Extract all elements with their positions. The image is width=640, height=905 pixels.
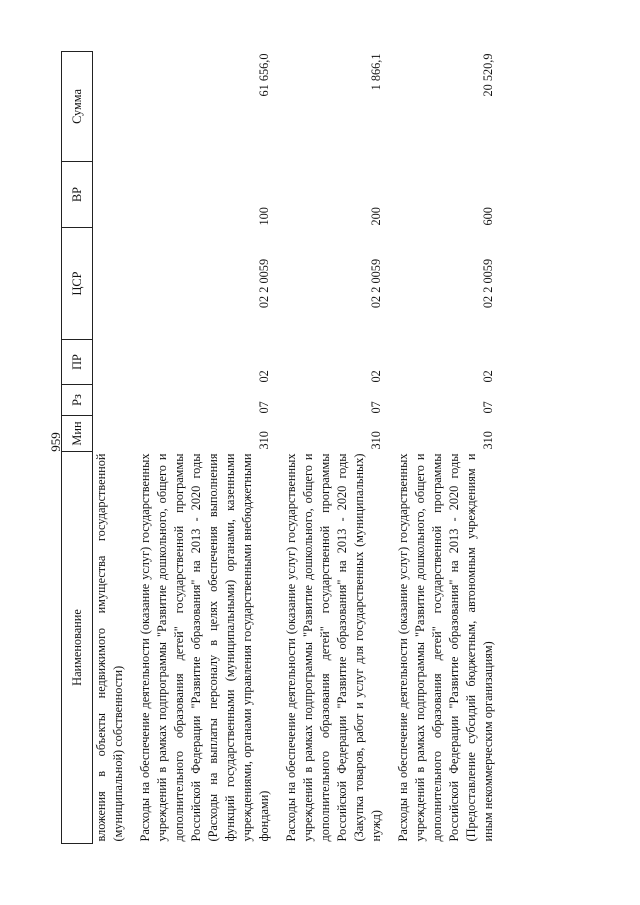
row-name: Расходы на обеспечение деятельности (оказание услуг) государственных учреждений в рамках подпрограммы "Развитие дошкольного, общего и дополнительного образования детей" государственной программы Российской Федерации "Развитие образования" на 2013 - 2020 годы (Предоставление субсидий бюджетным, автономным учреждениям и иным некоммерческим организациям)	[396, 453, 495, 842]
budget-table	[61, 51, 497, 844]
row-gap	[273, 52, 283, 844]
row-sum	[93, 52, 128, 162]
row-pr: 02	[257, 370, 271, 383]
row-name: вложения в объекты недвижимого имущества государственной (муниципальной) собственности)	[94, 453, 125, 842]
header-rz: Рз	[62, 385, 93, 416]
row-rz: 07	[369, 401, 383, 414]
header-vr: ВР	[62, 162, 93, 228]
row-min: 310	[257, 431, 271, 450]
row-min: 310	[481, 431, 495, 450]
row-min	[93, 416, 128, 452]
header-pr: ПР	[62, 340, 93, 385]
row-pr	[93, 340, 128, 385]
row-gap	[385, 52, 395, 844]
row-min: 310	[369, 431, 383, 450]
header-name: Наименование	[62, 452, 93, 844]
row-sum: 61 656,0	[257, 53, 271, 97]
row-rz: 07	[481, 401, 495, 414]
row-name: Расходы на обеспечение деятельности (оказание услуг) государственных учреждений в рамках подпрограммы "Развитие дошкольного, общего и дополнительного образования детей" государственной программы Российской Федерации "Развитие образования" на 2013 - 2020 годы (Расходы на выплаты персоналу в целях обеспечения выполнения функций государственными (муниципальными) органами, казенными учреждениями, органами управления государственными внебюджетными фондами)	[138, 453, 271, 842]
row-vr: 600	[481, 207, 495, 226]
page-number: 959	[48, 432, 63, 452]
row-pr: 02	[369, 370, 383, 383]
table-row	[283, 52, 385, 844]
table-row	[137, 52, 273, 844]
row-rz	[93, 385, 128, 416]
row-vr	[93, 162, 128, 228]
row-sum: 1 866,1	[369, 53, 383, 91]
row-csr	[93, 228, 128, 340]
rotated-page-content	[61, 52, 527, 844]
row-csr: 02 2 0059	[369, 258, 383, 309]
row-csr: 02 2 0059	[257, 258, 271, 309]
row-vr: 100	[257, 207, 271, 226]
table-row	[93, 52, 128, 844]
row-vr: 200	[369, 207, 383, 226]
row-pr: 02	[481, 370, 495, 383]
row-name: Расходы на обеспечение деятельности (оказание услуг) государственных учреждений в рамках подпрограммы "Развитие дошкольного, общего и дополнительного образования детей" государственной программы Российской Федерации "Развитие образования" на 2013 - 2020 годы (Закупка товаров, работ и услуг для государственных (муниципальных) нужд)	[284, 453, 383, 842]
row-rz: 07	[257, 401, 271, 414]
row-gap	[127, 52, 137, 844]
header-min: Мин	[62, 416, 93, 452]
row-csr: 02 2 0059	[481, 258, 495, 309]
header-csr: ЦСР	[62, 228, 93, 340]
row-sum: 20 520,9	[481, 53, 495, 97]
header-sum: Сумма	[62, 52, 93, 162]
table-header-row	[62, 52, 93, 844]
table-row	[395, 52, 497, 844]
